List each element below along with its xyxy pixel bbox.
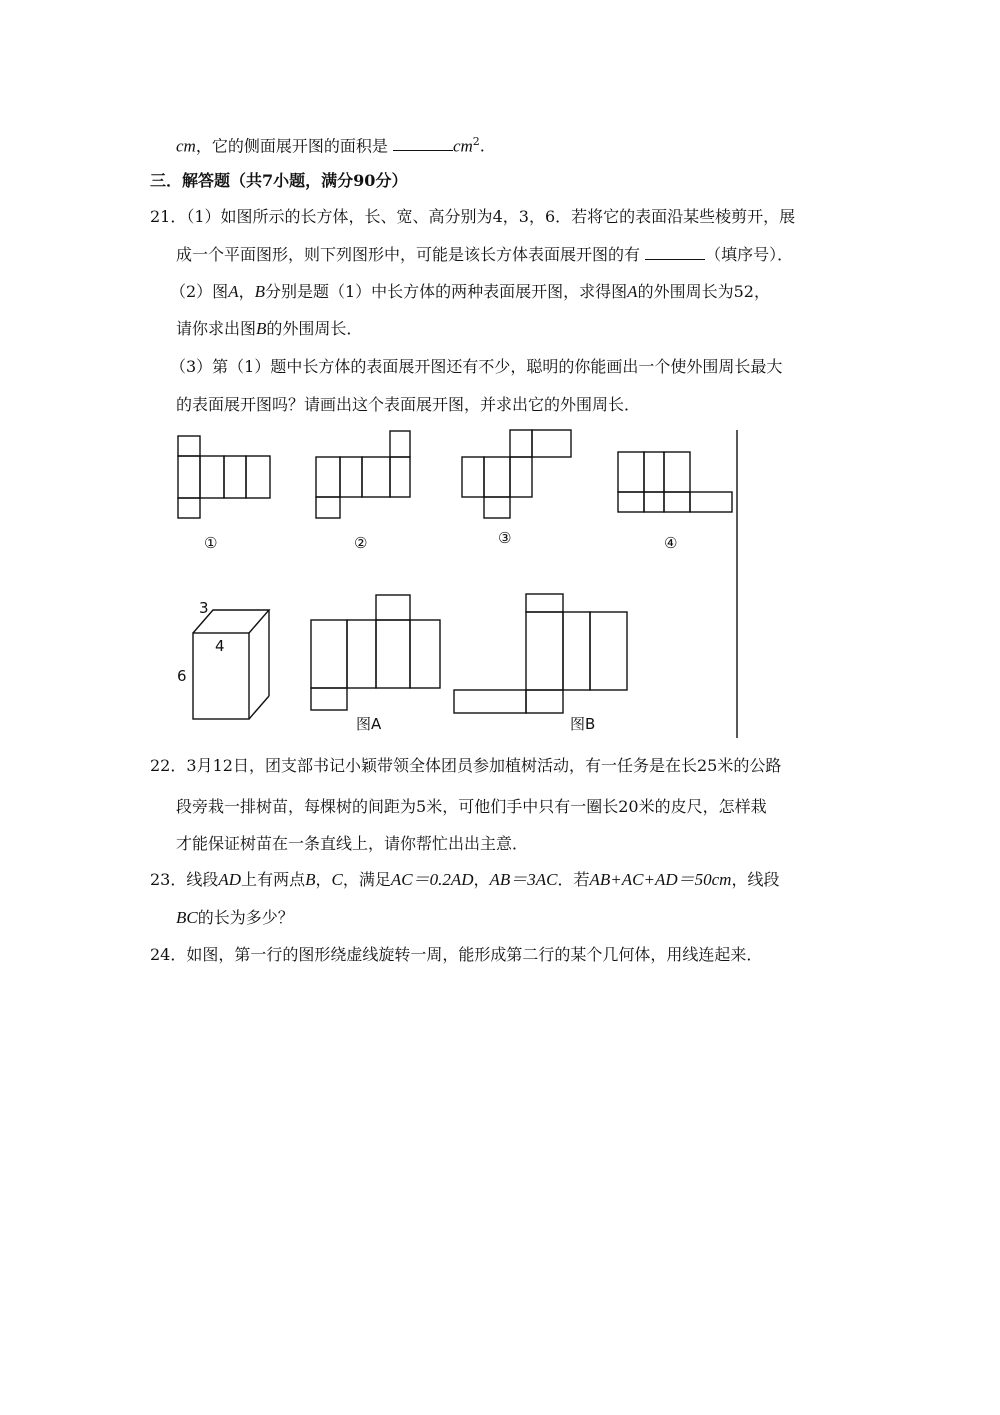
q21-sep: ， <box>238 282 255 301</box>
q22-line2 <box>176 796 767 818</box>
q21-text: （填序号）． <box>705 245 794 264</box>
q21-text: （2）图 <box>170 282 229 301</box>
q21-text: （3）第（1）题中长方体的表面展开图还有不少，聪明的你能画出一个使外围周长最大 <box>170 357 783 376</box>
q23-text: ，线段 <box>731 870 780 889</box>
q23-text: 线段 <box>186 870 219 889</box>
q21-height: 6 <box>544 207 556 226</box>
var-a: A <box>228 282 239 301</box>
net-figure-b <box>454 594 627 713</box>
section-score: 90 <box>353 171 376 190</box>
var-b: B <box>254 282 265 301</box>
var-a: A <box>627 282 638 301</box>
q21-text: ， <box>753 282 770 301</box>
cuboid-drawing <box>193 610 269 719</box>
unit-exponent: 2 <box>472 135 480 148</box>
q21-text: ．若将它的表面沿某些棱剪开，展 <box>555 207 796 226</box>
q22-road-length: 25 <box>696 756 718 775</box>
q22-text: 米，可他们手中只有一圈长 <box>426 797 619 816</box>
q22-text: 段旁栽一排树苗，每棵树的间距为 <box>176 797 417 816</box>
q22-text: 日，团支部书记小颖带领全体团员参加植树活动，有一任务是在长 <box>232 756 697 775</box>
q23-sep: ， <box>473 870 490 889</box>
q23-text: 上有两点 <box>241 870 306 889</box>
q23-sep: ， <box>315 870 332 889</box>
cuboid-height-label: 6 <box>177 667 187 685</box>
var-b: B <box>256 319 267 338</box>
q23-line1 <box>150 869 779 891</box>
q22-spacing: 5 <box>416 797 427 816</box>
q24-line1 <box>150 944 762 966</box>
net-3 <box>462 430 571 518</box>
figure-b-caption: 图B <box>570 715 596 733</box>
q22-line1 <box>150 755 781 777</box>
q21-text: 成一个平面图形，则下列图形中，可能是该长方体表面展开图的有 <box>176 245 641 264</box>
section-mid: 小题，满分 <box>273 171 354 190</box>
equation-2: AB＝3AC <box>489 870 558 889</box>
q22-text: 米的公路 <box>717 756 782 775</box>
figure-a-caption: 图A <box>356 715 382 733</box>
segment-ad: AD <box>218 870 242 889</box>
net-label-4: ④ <box>664 534 678 552</box>
q23-line2 <box>176 907 294 929</box>
q24-text: 如图，第一行的图形绕虚线旋转一周，能形成第二行的某个几何体，用线连起来． <box>186 945 763 964</box>
section-count: 7 <box>262 171 274 190</box>
top-line-end: . <box>479 136 485 156</box>
net-4 <box>618 452 732 512</box>
q21-text: 请你求出图 <box>176 319 257 338</box>
section-end: 分） <box>375 171 408 190</box>
q22-text: 米的皮尺，怎样栽 <box>638 797 767 816</box>
net-1 <box>178 436 270 518</box>
unit-cm2: cm <box>452 136 473 156</box>
q21-number: 21． <box>150 207 187 226</box>
q21-text: 的外围周长为 <box>637 282 734 301</box>
equation-3: AB+AC+AD＝50cm <box>589 870 732 889</box>
q21-text: 的表面展开图吗？请画出这个表面展开图，并求出它的外围周长． <box>176 395 641 414</box>
unit-cm: cm <box>176 136 196 156</box>
q23-number: 23． <box>150 870 187 889</box>
q21-sep: ， <box>528 207 545 226</box>
q21-text: 分别是题（1）中长方体的两种表面展开图，求得图 <box>264 282 628 301</box>
top-line-text: ，它的侧面展开图的面积是 <box>195 136 388 156</box>
equation-1: AC＝0.2AD <box>390 870 474 889</box>
net-figure-a <box>311 595 440 710</box>
q22-day: 12 <box>212 756 233 775</box>
net-label-2: ② <box>354 534 368 552</box>
q21-width: 3 <box>518 207 529 226</box>
section-label: 三．解答题（共 <box>150 171 263 190</box>
q21-sep: ， <box>502 207 519 226</box>
q23-text: ，满足 <box>342 870 391 889</box>
q21-text: 的外围周长． <box>266 319 363 338</box>
q22-text: 月 <box>196 756 213 775</box>
q22-tape-length: 20 <box>618 797 639 816</box>
cuboid-width-label: 4 <box>215 637 225 655</box>
q24-number: 24． <box>150 945 187 964</box>
cuboid-depth-label: 3 <box>199 599 209 617</box>
point-b: B <box>305 870 316 889</box>
net-2 <box>316 431 410 518</box>
q22-line3 <box>176 833 528 855</box>
segment-bc: BC <box>176 908 198 927</box>
q21-text: （1）如图所示的长方体，长、宽、高分别为 <box>186 207 493 226</box>
q21-length: 4 <box>492 207 503 226</box>
q22-number: 22． <box>150 756 187 775</box>
q23-text: 的长为多少？ <box>197 908 294 927</box>
net-label-3: ③ <box>498 529 512 547</box>
q22-month: 3 <box>186 756 197 775</box>
q23-text: ．若 <box>557 870 590 889</box>
q21-perimeter: 52 <box>733 282 754 301</box>
q22-text: 才能保证树苗在一条直线上，请你帮忙出出主意． <box>176 834 529 853</box>
point-c: C <box>331 870 343 889</box>
net-label-1: ① <box>204 534 218 552</box>
